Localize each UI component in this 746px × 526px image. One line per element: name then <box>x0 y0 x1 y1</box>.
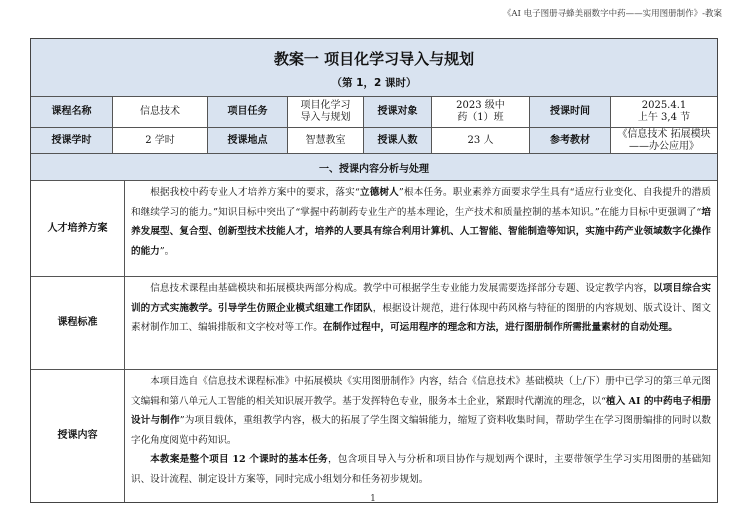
header-note: 《AI 电子图册寻蜂美丽数字中药——实用图册制作》-教案 <box>502 9 722 19</box>
task-value: 项目化学习导入与规划 <box>288 97 364 127</box>
training-text: 根据我校中药专业人才培养方案中的要求，落实“立德树人”根本任务。职业素养方面要求学生具有“适应行业变化、自我提升的潜质和继续学习的能力。”知识目标中突出了“掌握中药制药专业生产的基本理论，生产技术和质量控制的基本知识。”在能力目标中更强调了“培养发展型、复合型、创新型技术技能人才，培养的人要具有综合利用计算机、人工智能、智能制造等知识，实施中药产业领域数字化操作的能力”。 <box>131 187 712 257</box>
lesson-plan-table <box>30 38 718 503</box>
hours-label: 授课学时 <box>31 128 113 153</box>
hours-value: 2 学时 <box>113 128 208 153</box>
target-value: 2023 级中药（1）班 <box>432 97 530 127</box>
info-row-2 <box>31 128 717 154</box>
training-row <box>31 181 717 277</box>
task-label: 项目任务 <box>208 97 288 127</box>
course-value: 信息技术 <box>113 97 208 127</box>
content-row <box>31 370 717 502</box>
time-label: 授课时间 <box>530 97 611 127</box>
standard-text: 信息技术课程由基础模块和拓展模块两部分构成。教学中可根据学生专业能力发展需要选择部分专题、设定教学内容，以项目综合实训的方式实施教学。引导学生仿照企业模式组建工作团队，根据设计规范，进行体现中药风格与特征的图册的内容规划、版式设计、图文素材制作加工、编辑排版和文字校对等工作。在制作过程中，可运用程序的理念和方法，进行图册制作所需批量素材的自动处理。 <box>131 283 712 333</box>
standard-label: 课程标准 <box>31 277 125 369</box>
book-label: 参考教材 <box>530 128 611 153</box>
content-label: 授课内容 <box>31 370 125 502</box>
title-block <box>31 39 717 97</box>
page-number: 1 <box>370 494 376 504</box>
page-title: 教案一 项目化学习导入与规划 <box>273 50 475 68</box>
target-label: 授课对象 <box>364 97 432 127</box>
count-value: 23 人 <box>432 128 530 153</box>
time-value: 2025.4.1 上午 3,4 节 <box>637 100 691 123</box>
count-label: 授课人数 <box>364 128 432 153</box>
place-label: 授课地点 <box>208 128 288 153</box>
course-label: 课程名称 <box>31 97 113 127</box>
info-row-1 <box>31 97 717 128</box>
section-1-heading: 一、授课内容分析与处理 <box>31 154 717 180</box>
place-value: 智慧教室 <box>288 128 364 153</box>
content-text: 本项目选自《信息技术课程标准》中拓展模块《实用图册制作》内容，结合《信息技术》基础模块（上/下）册中已学习的第三单元图文编辑和第八单元人工智能的相关知识展开教学。基于发挥特色专业，服务本土企业，紧跟时代潮流的理念，以“植入 AI 的中药电子相册设计与制作”为项目载体，重组教学内容，极大的拓展了学生图文编辑能力，缩短了资料收集时间，帮助学生在学习图册编排的同时以数字化角度阅览中药知识。 本教案是整个项目 12 个课时的基本任务，包含项目导入与分析和项目协作与规划两个课时，主要带领学生学习实用图册的基础知识、设计流程、制定设计方案等，同时完成小组划分和任务初步规划。 <box>131 376 712 485</box>
standard-row <box>31 277 717 370</box>
book-value: 《信息技术 拓展模块——办公应用》 <box>617 128 711 152</box>
section-1-heading-row <box>31 154 717 181</box>
page-subtitle: （第 1，2 课时） <box>331 77 417 89</box>
training-label: 人才培养方案 <box>31 181 125 276</box>
